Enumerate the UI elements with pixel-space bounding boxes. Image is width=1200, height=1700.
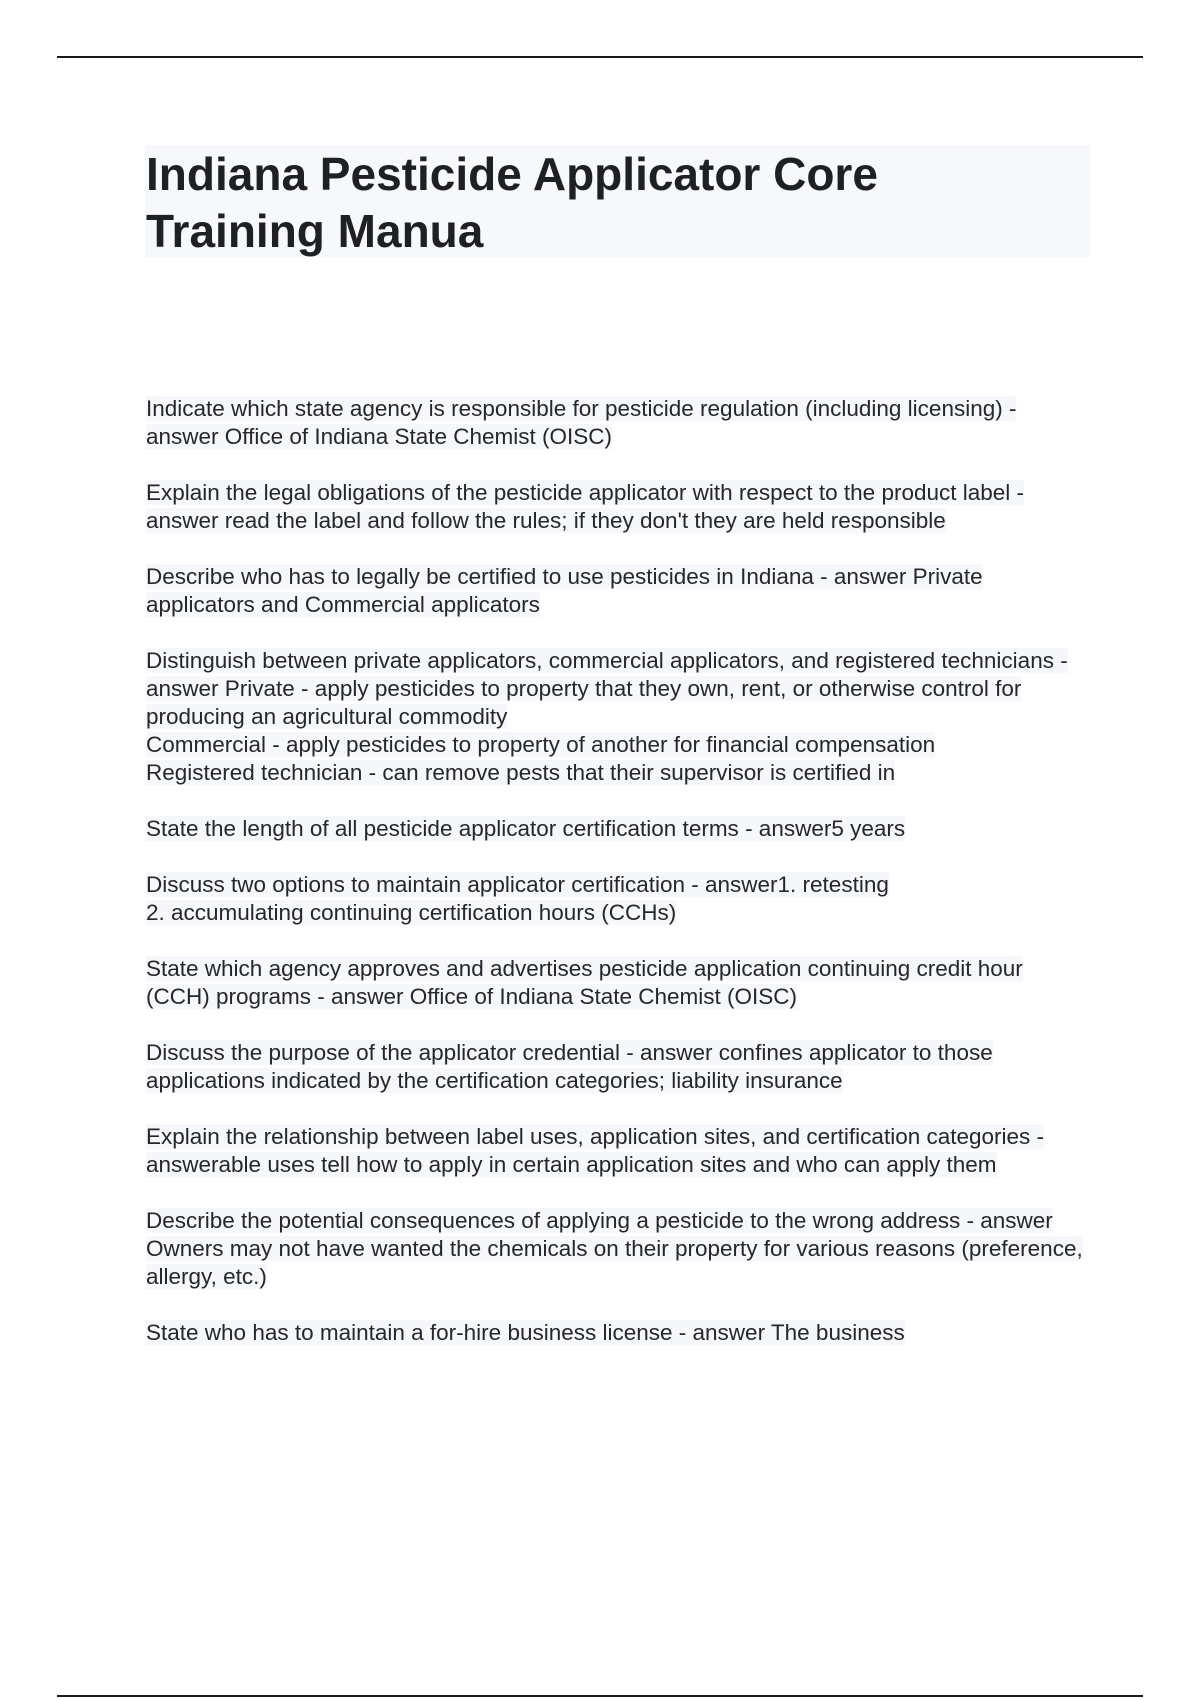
qa-text: Discuss the purpose of the applicator credential - answer confines applicator to those applications indicated by the certification categories; liability insurance — [146, 1040, 993, 1093]
qa-text: Discuss two options to maintain applicator certification - answer1. retesting 2. accumulating continuing certification hours (CCHs) — [146, 872, 889, 925]
top-rule — [57, 56, 1143, 58]
qa-text: State the length of all pesticide applicator certification terms - answer5 years — [146, 816, 906, 841]
qa-item — [146, 871, 1091, 927]
qa-text: Describe who has to legally be certified to use pesticides in Indiana - answer Private applicators and Commercial applicators — [146, 564, 983, 617]
qa-item — [146, 1207, 1091, 1291]
qa-item — [146, 395, 1091, 451]
qa-item — [146, 1319, 1091, 1347]
qa-text: Indicate which state agency is responsible for pesticide regulation (including licensing) - answer Office of Indiana State Chemist (OISC) — [146, 396, 1017, 449]
qa-text: Explain the legal obligations of the pesticide applicator with respect to the product label - answer read the label and follow the rules; if they don't they are held responsible — [146, 480, 1025, 533]
bottom-rule — [57, 1695, 1143, 1697]
qa-text: State which agency approves and advertises pesticide application continuing credit hour (CCH) programs - answer Office of Indiana State Chemist (OISC) — [146, 956, 1023, 1009]
qa-item — [146, 815, 1091, 843]
qa-item — [146, 955, 1091, 1011]
qa-item — [146, 647, 1091, 787]
qa-list — [146, 395, 1091, 1375]
document-title: Indiana Pesticide Applicator Core Training Manua — [146, 148, 878, 257]
qa-item — [146, 1039, 1091, 1095]
qa-item — [146, 1123, 1091, 1179]
qa-text: Describe the potential consequences of applying a pesticide to the wrong address - answer Owners may not have wanted the chemicals on their property for various reasons (preference, allergy, etc.) — [146, 1208, 1083, 1289]
qa-text: State who has to maintain a for-hire business license - answer The business — [146, 1320, 905, 1345]
qa-item — [146, 563, 1091, 619]
qa-item — [146, 479, 1091, 535]
qa-text: Distinguish between private applicators, commercial applicators, and registered technicians - answer Private - apply pesticides to property that they own, rent, or otherwise control for producing an agricultural commodity Commercial - apply pesticides to property of another for financial compensation Registered technician - can remove pests that their supervisor is certified in — [146, 648, 1068, 785]
qa-text: Explain the relationship between label uses, application sites, and certification categories - answerable uses tell how to apply in certain application sites and who can apply them — [146, 1124, 1045, 1177]
